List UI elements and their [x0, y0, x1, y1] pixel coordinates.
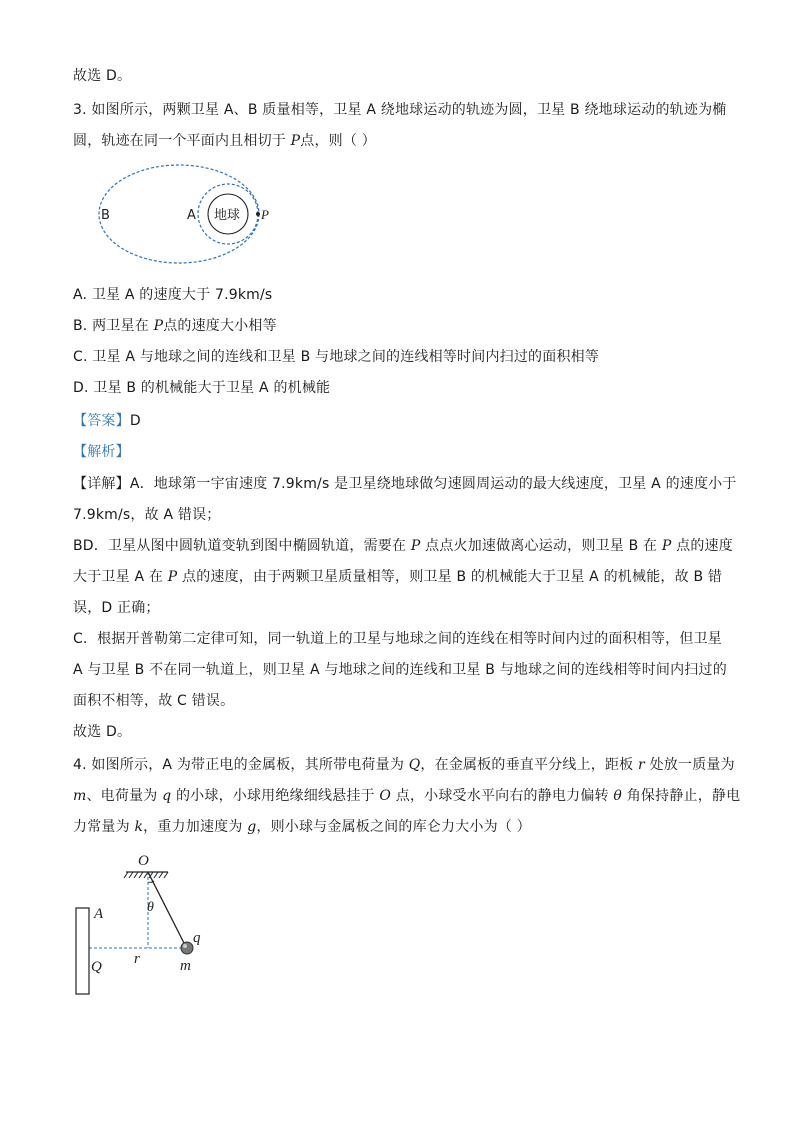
q3-option-b-text: B. 两卫星在 [73, 318, 154, 334]
point-p-symbol: P [661, 538, 672, 554]
symbol-g: g [247, 819, 257, 835]
label-q: q [193, 930, 201, 946]
answer-value: D [129, 413, 141, 429]
detail-line4 [73, 567, 722, 587]
q4-text: 、电荷量为 [86, 788, 163, 804]
symbol-r: r [638, 757, 645, 773]
q4-text: 力常量为 [73, 819, 135, 835]
label-p: P [261, 207, 269, 222]
q4-text: ，则小球与金属板之间的库仑力大小为（ ） [256, 819, 531, 835]
q4-stem-line3 [73, 817, 531, 837]
label-r: r [134, 951, 140, 967]
label-q-charge: Q [91, 959, 102, 975]
detail-line8: 面积不相等，故 C 错误。 [73, 693, 235, 709]
symbol-k: k [134, 819, 144, 835]
q3-option-c: C. 卫星 A 与地球之间的连线和卫星 B 与地球之间的连线相等时间内扫过的面积相等 [73, 349, 600, 365]
detail-line6: C．根据开普勒第二定律可知，同一轨道上的卫星与地球之间的连线在相等时间内过的面积相等，但卫星 [73, 631, 722, 647]
q3-stem-text: 圆，轨迹在同一个平面内且相切于 [73, 133, 291, 149]
label-o: O [138, 853, 149, 869]
q4-text: 的小球，小球用绝缘细线悬挂于 [171, 788, 380, 804]
symbol-o: O [379, 788, 392, 804]
q3-option-d: D. 卫星 B 的机械能大于卫星 A 的机械能 [73, 380, 331, 396]
detail-line1 [73, 474, 737, 494]
detail-text: A．地球第一宇宙速度 7.9km/s 是卫星绕地球做匀速圆周运动的最大线速度，卫星 A 的速度小于 [129, 476, 737, 492]
q3-option-b-text-end: 点的速度大小相等 [163, 318, 277, 334]
symbol-q: q [162, 788, 172, 804]
detail-line5: 误，D 正确； [73, 600, 160, 616]
detail-text: 大于卫星 A 在 [73, 569, 168, 585]
q3-option-a: A. 卫星 A 的速度大于 7.9km/s [73, 287, 273, 303]
q4-text: 4. 如图所示，A 为带正电的金属板，其所带电荷量为 [73, 757, 409, 773]
symbol-theta: θ [613, 788, 623, 804]
label-theta: θ [147, 900, 154, 915]
metal-plate [76, 908, 89, 994]
q4-text: 处放一质量为 [644, 757, 735, 773]
symbol-q-charge: Q [408, 757, 421, 773]
prev-answer-line: 故选 D。 [73, 68, 132, 84]
pendulum-figure [70, 850, 220, 1000]
label-a: A [187, 208, 196, 223]
point-p-symbol: P [167, 569, 178, 585]
q3-stem-text-end: 点，则（ ） [300, 133, 376, 149]
detail-text: 点的速度，由于两颗卫星质量相等，则卫星 B 的机械能大于卫星 A 的机械能，故 B 错 [177, 569, 723, 585]
q3-stem-line1: 3. 如图所示，两颗卫星 A、B 质量相等，卫星 A 绕地球运动的轨迹为圆，卫星 B 绕地球运动的轨迹为椭 [73, 102, 727, 118]
q4-stem-line2 [73, 786, 740, 806]
point-p-dot [256, 212, 260, 216]
point-p-symbol: P [290, 133, 301, 149]
detail-text: BD．卫星从图中圆轨道变轨到图中椭圆轨道，需要在 [73, 538, 411, 554]
detail-line2: 7.9km/s，故 A 错误； [73, 507, 221, 523]
detail-text: 点点火加速做离心运动，则卫星 B 在 [420, 538, 662, 554]
point-p-symbol: P [153, 318, 164, 334]
q4-text: 点，小球受水平向右的静电力偏转 [391, 788, 614, 804]
q4-text: 角保持静止，静电 [622, 788, 741, 804]
q3-stem-line2 [73, 131, 376, 151]
q4-text: ，重力加速度为 [143, 819, 248, 835]
orbit-figure [92, 162, 282, 270]
detail-line3 [73, 536, 733, 556]
point-p-symbol: P [410, 538, 421, 554]
earth-label: 地球 [214, 208, 241, 223]
ceiling-hatching [124, 872, 168, 878]
q4-stem-line1 [73, 755, 735, 775]
q4-text: ，在金属板的垂直平分线上，距板 [420, 757, 639, 773]
detail-line9: 故选 D。 [73, 724, 132, 740]
analysis-tag: 【解析】 [73, 444, 130, 460]
label-m: m [180, 958, 191, 974]
charged-ball [181, 942, 193, 954]
answer-tag: 【答案】 [73, 413, 130, 429]
answer-line [73, 411, 141, 431]
detail-tag: 【详解】 [73, 476, 130, 492]
label-a: A [94, 906, 104, 922]
symbol-m: m [73, 788, 87, 804]
label-b: B [101, 208, 110, 223]
detail-line7: A 与卫星 B 不在同一轨道上，则卫星 A 与地球之间的连线和卫星 B 与地球之间的连线相等时间内扫过的 [73, 662, 727, 678]
q3-option-b [73, 316, 277, 336]
detail-text: 点的速度 [671, 538, 733, 554]
